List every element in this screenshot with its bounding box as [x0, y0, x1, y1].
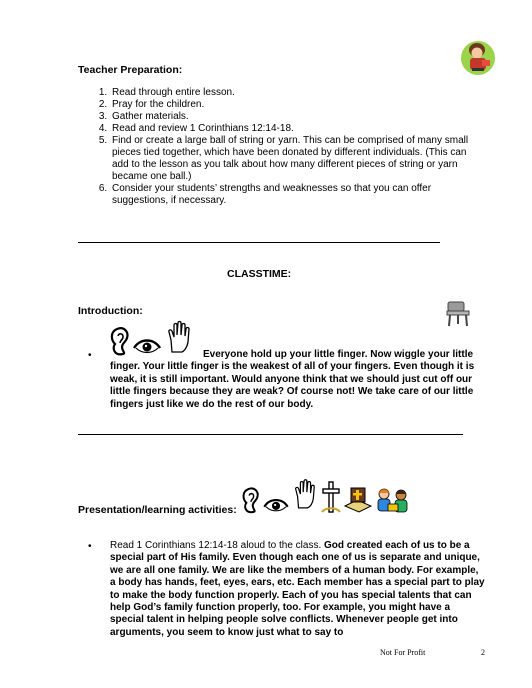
footer-label: Not For Profit [380, 648, 426, 657]
intro-bullet: • [88, 350, 92, 361]
presentation-text [110, 540, 486, 639]
divider [78, 242, 440, 243]
list-item: 2. Pray for the children. [110, 99, 470, 111]
introduction-heading: Introduction: [78, 305, 143, 317]
bible-icon [343, 486, 373, 514]
presentation-heading: Presentation/learning activities: [78, 504, 237, 516]
divider [78, 434, 463, 435]
eye-icon [262, 496, 290, 514]
list-item: 3. Gather materials. [110, 111, 470, 123]
introduction-text: Everyone hold up your little finger. Now wiggle your little finger. Your little finger is the weakest of all of your fingers. Even though it is weak, it is still important. Would anyone think that we should just cut off our little fingers because they are weak? Of course not! We take care of our little fingers just like we do the rest of our body. [110, 349, 475, 410]
presentation-bullet: • [88, 541, 92, 552]
ear-icon [240, 486, 260, 516]
hand-icon [293, 478, 317, 510]
desk-icon [444, 298, 474, 328]
list-item: 6. Consider your students’ strengths and weaknesses so that you can offer suggestions, if necessary. [110, 183, 470, 207]
presentation-text-normal: Read 1 Corinthians 12:14-18 aloud to the class. [110, 540, 325, 551]
list-item: 5. Find or create a large ball of string or yarn. This can be comprised of many small pieces tied together, which have been donated by different individuals. (This can add to the lesson as you talk about how many different pieces of string or yarn became one ball.) [110, 135, 470, 183]
teacher-prep-heading: Teacher Preparation: [78, 64, 183, 76]
classtime-heading: CLASSTIME: [227, 268, 292, 280]
teacher-prep-list [92, 87, 470, 207]
page-number: 2 [481, 648, 485, 657]
list-item: 4. Read and review 1 Corinthians 12:14-18. [110, 123, 470, 135]
teacher-clipart-icon [458, 40, 498, 76]
list-item: 1. Read through entire lesson. [110, 87, 470, 99]
children-icon [375, 486, 411, 516]
presentation-text-bold: God created each of us to be a special part of His family. Even though each one of us is separate and unique, we are all one family. We are like the members of a human body. For example, a body has hands, feet, eyes, ears, etc. Each member has a special part to play to make the body function properly. Each of you has special talents that can help God’s family function properly, too. For example, you might have a special talent in helping people solve conflicts. Whenever people get into arguments, you seem to know just what to say to [110, 540, 485, 638]
cross-icon [320, 480, 342, 514]
